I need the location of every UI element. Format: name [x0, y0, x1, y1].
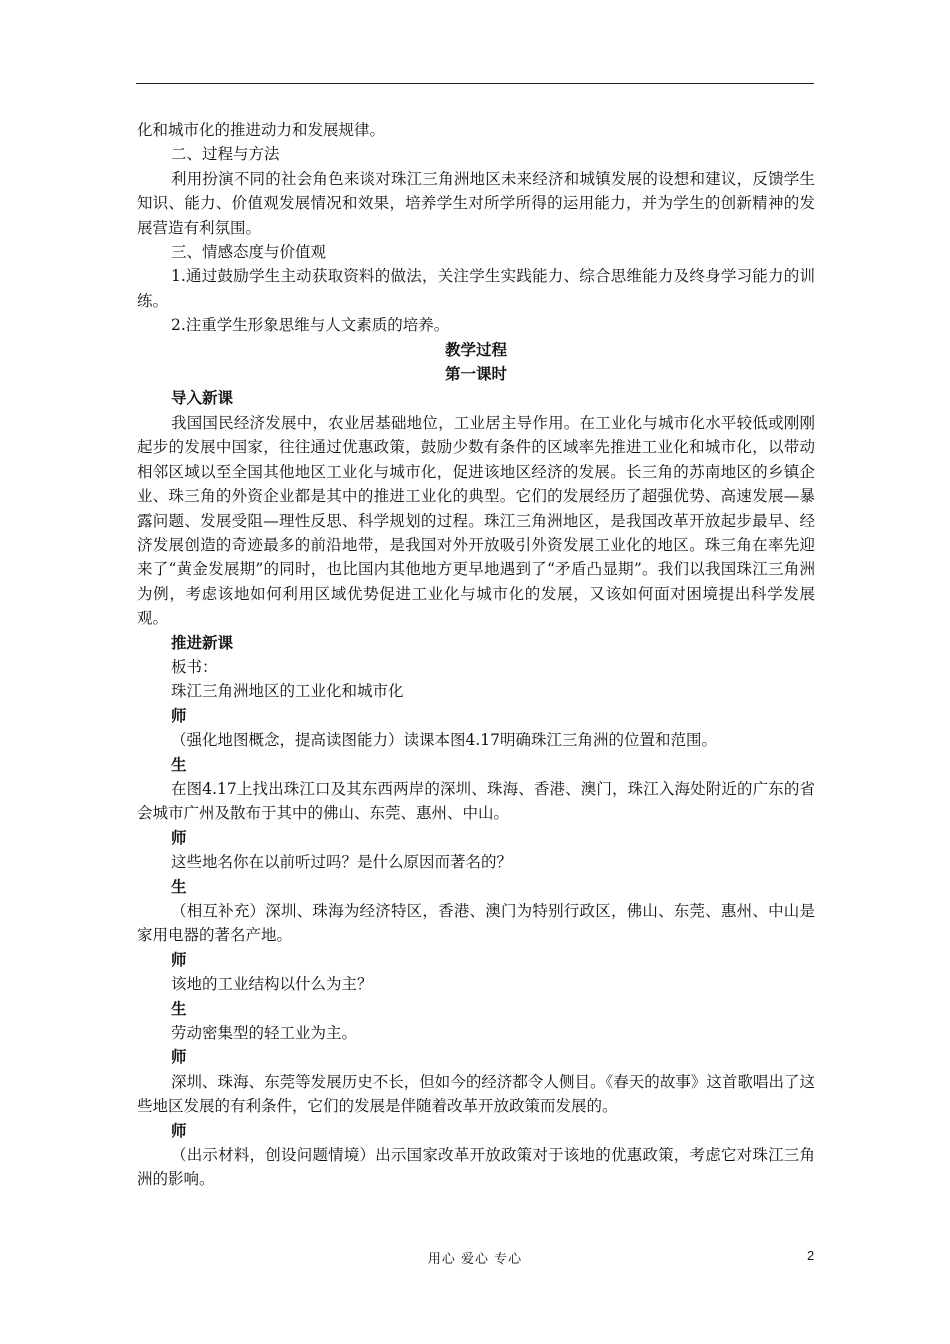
paragraph: 珠江三角洲地区的工业化和城市化 [171, 682, 404, 701]
section-label: 生 [171, 754, 187, 774]
section-label: 生 [171, 876, 187, 896]
section-label: 师 [171, 705, 187, 725]
header-rule [136, 83, 814, 84]
page-number: 2 [807, 1248, 815, 1263]
paragraph: 利用扮演不同的社会角色来谈对珠江三角洲地区未来经济和城镇发展的设想和建议，反馈学生知识、能力、价值观发展情况和效果，培养学生对所学所得的运用能力，并为学生的创新精神的发展营造有利氛围。 [137, 169, 815, 237]
paragraph: 在图4.17上找出珠江口及其东西两岸的深圳、珠海、香港、澳门，珠江入海处附近的广东的省会城市广州及散布于其中的佛山、东莞、惠州、中山。 [137, 779, 815, 823]
section-label: 推进新课 [171, 632, 234, 652]
paragraph: （出示材料，创设问题情境）出示国家改革开放政策对于该地的优惠政策，考虑它对珠江三角洲的影响。 [137, 1146, 815, 1189]
paragraph: 劳动密集型的轻工业为主。 [171, 1024, 358, 1043]
paragraph: 二、过程与方法 [171, 145, 280, 164]
section-heading: 第一课时 [444, 364, 507, 384]
section-label: 师 [171, 1120, 187, 1140]
section-label: 生 [171, 998, 187, 1018]
paragraph: 该地的工业结构以什么为主？ [171, 975, 373, 994]
section-label: 师 [171, 949, 187, 969]
section-label: 师 [171, 1047, 187, 1067]
paragraph: （强化地图概念，提高读图能力）读课本图4.17明确珠江三角洲的位置和范围。 [171, 731, 718, 750]
section-label: 导入新课 [171, 388, 234, 408]
paragraph: 板书： [171, 657, 218, 676]
paragraph: 深圳、珠海、东莞等发展历史不长，但如今的经济都令人侧目。《春天的故事》这首歌唱出了这些地区发展的有利条件，它们的发展是伴随着改革开放政策而发展的。 [137, 1072, 815, 1116]
paragraph: 我国国民经济发展中，农业居基础地位，工业居主导作用。在工业化与城市化水平较低或刚刚起步的发展中国家，往往通过优惠政策，鼓励少数有条件的区域率先推进工业化和城市化，以带动相邻区域以至全国其他地区工业化与城市化，促进该地区经济的发展。长三角的苏南地区的乡镇企业、珠三角的外资企业都是其中的推进工业化的典型。它们的发展经历了超强优势、高速发展—暴露问题、发展受阻—理性反思、科学规划的过程。珠江三角洲地区，是我国改革开放起步最早、经济发展创造的奇迹最多的前沿地带，是我国对外开放吸引外资发展工业化的地区。珠三角在率先迎来了“黄金发展期”的同时，也比国内其他地方更早地遇到了“矛盾凸显期”。我们以我国珠江三角洲为例，考虑该地如何利用区域优势促进工业化与城市化的发展，又该如何面对困境提出科学发展观。 [137, 413, 815, 628]
paragraph: 三、情感态度与价值观 [171, 243, 327, 262]
section-heading: 教学过程 [444, 339, 507, 359]
paragraph: （相互补充）深圳、珠海为经济特区，香港、澳门为特别行政区，佛山、东莞、惠州、中山是家用电器的著名产地。 [137, 902, 815, 945]
paragraph: 化和城市化的推进动力和发展规律。 [137, 121, 386, 139]
paragraph: 1.通过鼓励学生主动获取资料的做法，关注学生实践能力、综合思维能力及终身学习能力的训练。 [137, 267, 815, 310]
footer-motto: 用心 爱心 专心 [427, 1252, 523, 1267]
section-label: 师 [171, 827, 187, 847]
paragraph: 2.注重学生形象思维与人文素质的培养。 [171, 316, 450, 335]
document-body [137, 118, 815, 1192]
paragraph: 这些地名你在以前听过吗？是什么原因而著名的？ [171, 853, 513, 872]
